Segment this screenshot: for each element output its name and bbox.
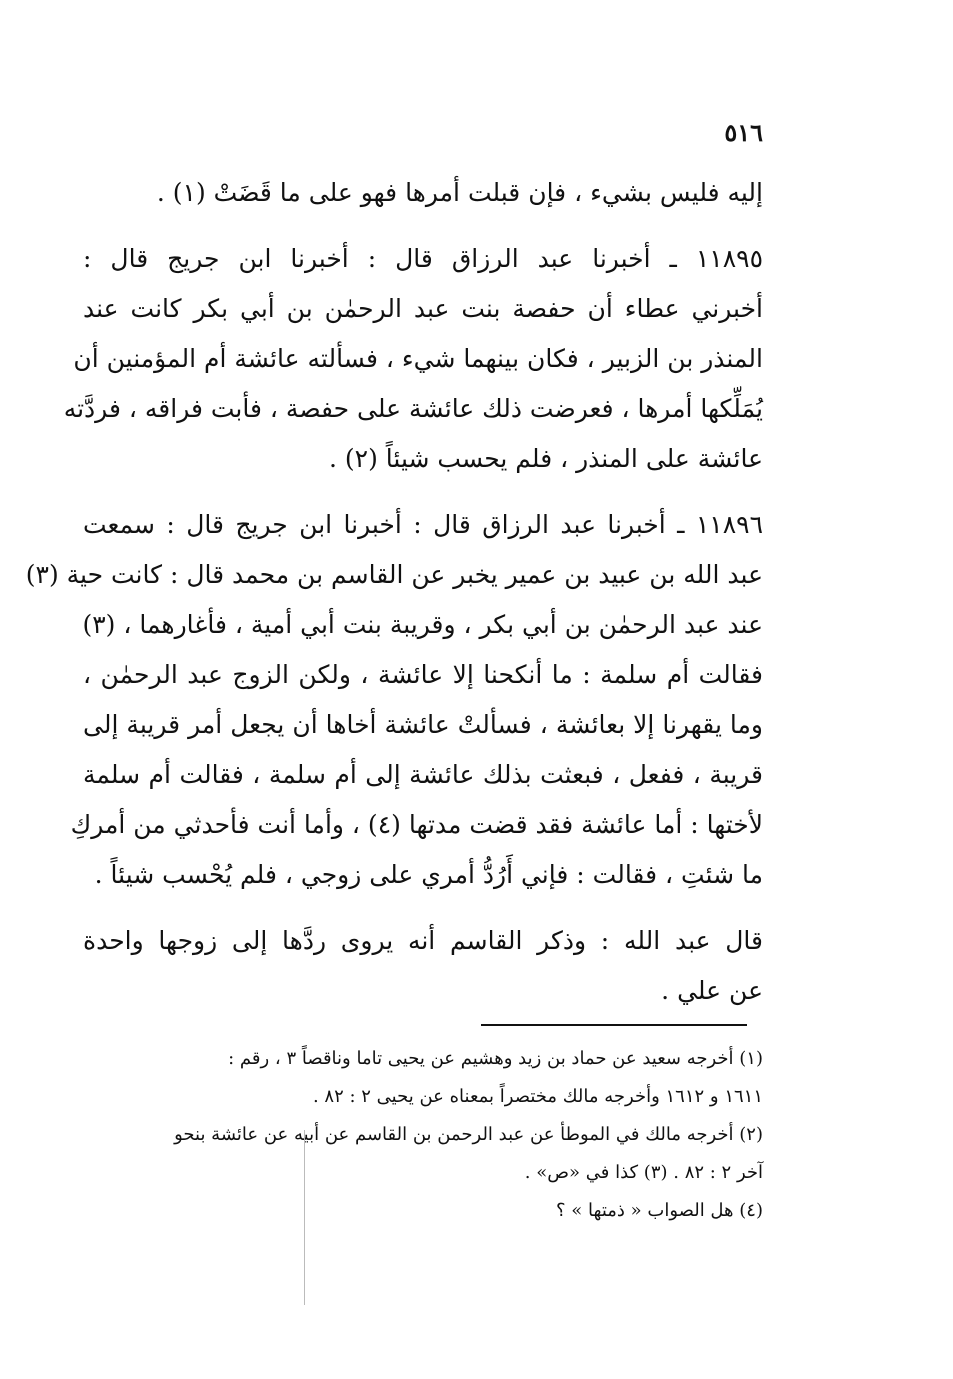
text-line: وما يقهرنا إلا بعائشة ، فسألتْ عائشة أخاها أن يجعل أمر قريبة إلى [83, 710, 763, 739]
footnote-line: (١) أخرجه سعيد عن حماد بن زيد وهشيم عن يحيى تاما وناقصاً ٣ ، رقم : [228, 1048, 763, 1069]
page-number: ٥١٦ [724, 118, 763, 147]
body-text [25, 168, 763, 1032]
text-line: قريبة ، ففعل ، فبعثت بذلك عائشة إلى أم سلمة ، فقالت أم سلمة [83, 760, 763, 789]
paragraph-abdullah [83, 916, 763, 1016]
footnote-separator [481, 1024, 747, 1026]
footnote-line: (٤) هل الصواب « ذمتها » ؟ [556, 1200, 763, 1221]
paragraph-11895 [63, 234, 763, 484]
footnote-line: ١٦١١ و ١٦١٢ وأخرجه مالك مختصراً بمعناه عن يحيى ٢ : ٨٢ . [312, 1086, 763, 1107]
paragraph-11896 [25, 500, 763, 900]
footnote-line: آخر ٢ : ٨٢ . (٣) كذا في «ص» . [524, 1162, 763, 1183]
footnote-line: (٢) أخرجه مالك في الموطأ عن عبد الرحمن بن القاسم عن أبيه عن عائشة بنحو [174, 1124, 763, 1145]
text-line: عند عبد الرحمٰن بن أبي بكر ، وقريبة بنت أبي أمية ، فأغارهما ، (٣) [82, 610, 763, 639]
text-line: عائشة على المنذر ، فلم يحسب شيئاً (٢) . [329, 444, 763, 473]
text-line: يُمَلِّكها أمرها ، فعرضت ذلك عائشة على حفصة ، فأبت فراقه ، فردَّته [63, 394, 763, 423]
footnotes [83, 1040, 763, 1230]
text-line: ١١٨٩٦ ـ أخبرنا عبد الرزاق قال : أخبرنا ابن جريج قال : سمعت [83, 510, 763, 539]
text-line: أخبرني عطاء أن حفصة بنت عبد الرحمٰن بن أبي بكر كانت عند [83, 294, 763, 323]
text-line: ١١٨٩٥ ـ أخبرنا عبد الرزاق قال : أخبرنا ابن جريج قال : [83, 244, 763, 273]
text-line: فقالت أم سلمة : ما أنكحنا إلا عائشة ، ولكن الزوج عبد الرحمٰن ، [83, 660, 763, 689]
text-line: عن علي . [661, 976, 763, 1005]
text-line: إليه فليس بشيء ، فإن قبلت أمرها فهو على ما قَضَتْ (١) . [156, 178, 763, 207]
text-line: قال عبد الله : وذكر القاسم أنه يروى ردَّها إلى زوجها واحدة [83, 926, 763, 955]
paragraph-continuation [83, 168, 763, 218]
scan-artifact-line [304, 1130, 305, 1305]
text-line: المنذر بن الزبير ، فكان بينهما شيء ، فسألته عائشة أم المؤمنين أن [73, 344, 763, 373]
text-line: عبد الله بن عبيد بن عمير يخبر عن القاسم بن محمد قال : كانت حية (٣) [25, 560, 763, 589]
text-line: لأختها : أما عائشة فقد قضت مدتها (٤) ، وأما أنت فأحدثي من أمركِ [70, 810, 763, 839]
text-line: ما شئتِ ، فقالت : فإني أَرُدُّ أمري على زوجي ، فلم يُحْسب شيئاً . [94, 860, 763, 889]
